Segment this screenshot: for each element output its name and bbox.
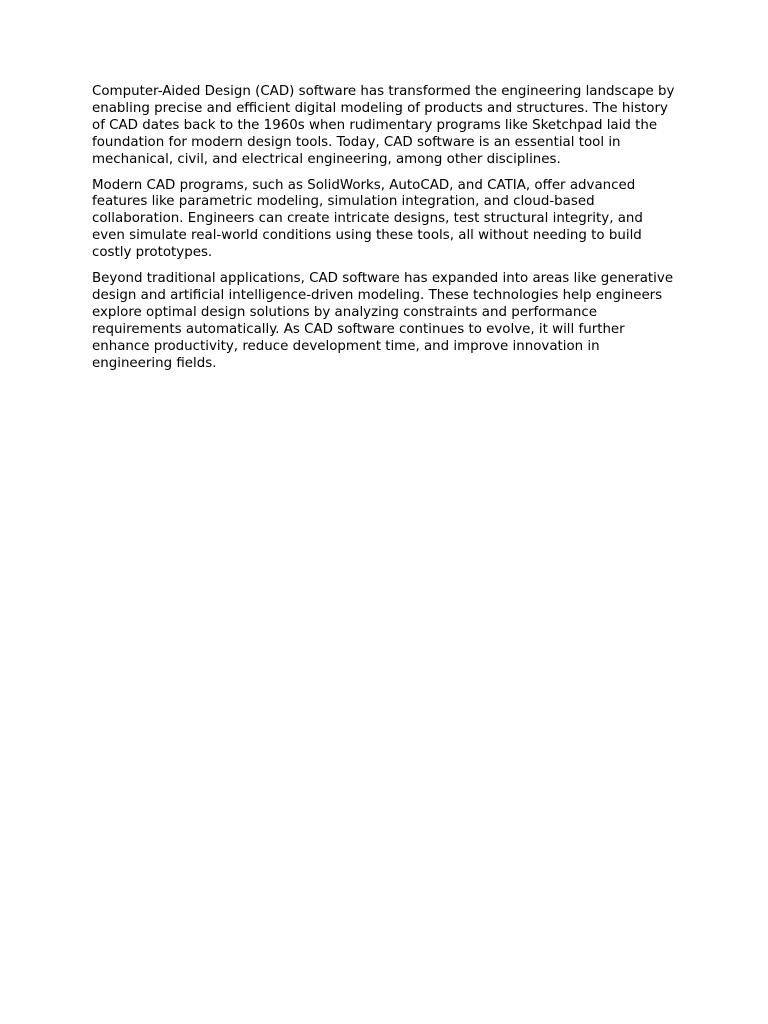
document-body xyxy=(92,84,680,382)
paragraph-cad-history: Computer-Aided Design (CAD) software has transformed the engineering landscape by enabling precise and efficient digital modeling of products and structures. The history of CAD dates back to the 1960s when rudimentary programs like Sketchpad laid the foundation for modern design tools. Today, CAD software is an essential tool in mechanical, civil, and electrical engineering, among other disciplines. xyxy=(92,84,675,167)
paragraph-cad-programs: Modern CAD programs, such as SolidWorks, AutoCAD, and CATIA, offer advanced features like parametric modeling, simulation integration, and cloud-based collaboration. Engineers can create intricate designs, test structural integrity, and even simulate real-world conditions using these tools, all without needing to build costly prototypes. xyxy=(92,177,643,261)
paragraph-cad-future: Beyond traditional applications, CAD software has expanded into areas like generative design and artificial intelligence-driven modeling. These technologies help engineers explore optimal design solutions by analyzing constraints and performance requirements automatically. As CAD software continues to evolve, it will further enhance productivity, reduce development time, and improve innovation in engineering fields. xyxy=(92,271,674,371)
